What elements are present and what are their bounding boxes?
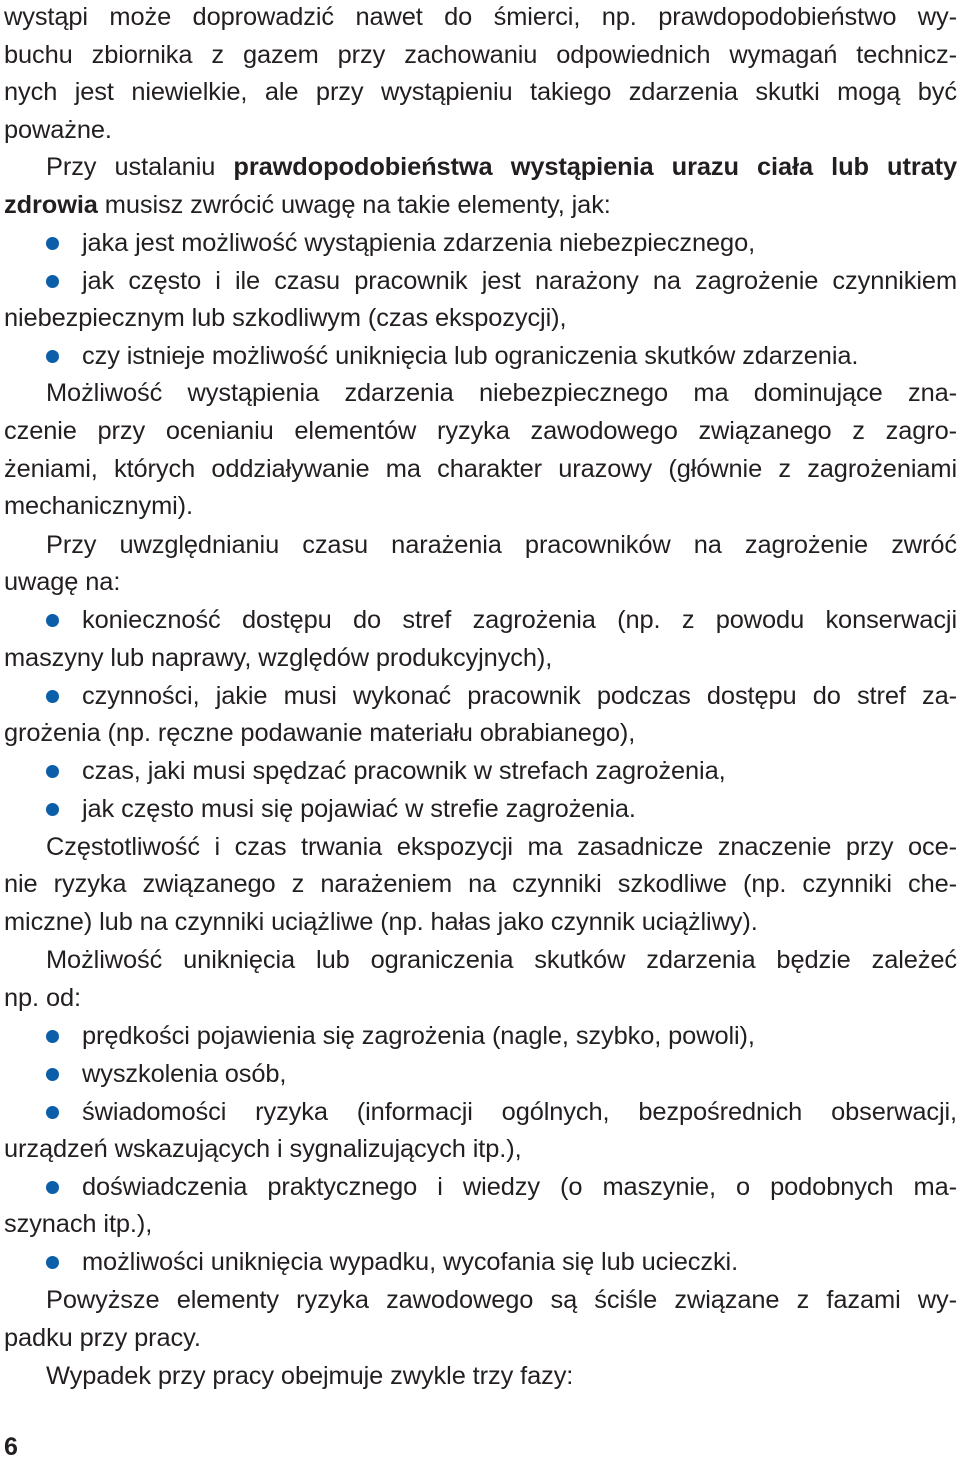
list-item-text: prędkości pojawienia się zagrożenia (nagle, szybko, powoli),: [82, 1022, 755, 1050]
text-line: szynach itp.),: [4, 1210, 153, 1238]
text-run: Przy ustalaniu: [46, 153, 234, 181]
list-item-text: jak często i ile czasu pracownik jest narażony na zagrożenie czynnikiem: [82, 267, 957, 295]
text-line: czenie przy ocenianiu elementów ryzyka zawodowego związanego z zagro-: [4, 417, 957, 445]
list-item: [4, 1093, 957, 1131]
list-item: [4, 1017, 755, 1055]
list-item-text: jaka jest możliwość wystąpienia zdarzenia niebezpiecznego,: [82, 229, 756, 257]
bullet-dot-icon: [46, 1030, 59, 1043]
bullet-dot-icon: [46, 765, 59, 778]
text-line: Częstotliwość i czas trwania ekspozycji ma zasadnicze znaczenie przy oce-: [46, 833, 957, 861]
list-item-text: jak często musi się pojawiać w strefie zagrożenia.: [82, 795, 636, 823]
list-item-text: konieczność dostępu do stref zagrożenia (np. z powodu konserwacji: [82, 606, 957, 634]
text-line: maszyny lub naprawy, względów produkcyjnych),: [4, 644, 553, 672]
bullet-dot-icon: [46, 1068, 59, 1081]
text-line: nie ryzyka związanego z narażeniem na czynniki szkodliwe (np. czynniki che-: [4, 870, 957, 898]
text-line: buchu zbiornika z gazem przy zachowaniu odpowiednich wymagań technicz-: [4, 41, 957, 69]
bullet-dot-icon: [46, 803, 59, 816]
list-item-text: doświadczenia praktycznego i wiedzy (o maszynie, o podobnych ma-: [82, 1173, 957, 1201]
text-run: musisz zwrócić uwagę na takie elementy, jak:: [97, 191, 611, 219]
text-line: poważne.: [4, 116, 112, 144]
list-item: [4, 224, 755, 262]
bold-term: prawdopodobieństwa wystąpienia urazu ciała lub utraty: [233, 153, 957, 181]
bullet-dot-icon: [46, 614, 59, 627]
bullet-dot-icon: [46, 1181, 59, 1194]
text-line: Możliwość uniknięcia lub ograniczenia skutków zdarzenia będzie zależeć: [46, 946, 957, 974]
list-item-text: świadomości ryzyka (informacji ogólnych, bezpośrednich obserwacji,: [82, 1098, 957, 1126]
list-item: [4, 601, 957, 639]
text-line: nych jest niewielkie, ale przy wystąpieniu takiego zdarzenia skutki mogą być: [4, 78, 957, 106]
text-line: żeniami, których oddziaływanie ma charakter urazowy (głównie z zagrożeniami: [4, 455, 957, 483]
list-item: [4, 262, 957, 300]
text-line: uwagę na:: [4, 568, 121, 596]
list-item: [4, 1168, 957, 1206]
text-line: miczne) lub na czynniki uciążliwe (np. hałas jako czynnik uciążliwy).: [4, 908, 758, 936]
list-item-text: czy istnieje możliwość uniknięcia lub ograniczenia skutków zdarzenia.: [82, 342, 859, 370]
text-line: Powyższe elementy ryzyka zawodowego są ściśle związane z fazami wy-: [46, 1286, 957, 1314]
list-item: [4, 752, 726, 790]
bullet-dot-icon: [46, 275, 59, 288]
list-item: [4, 1055, 286, 1093]
list-item-text: możliwości uniknięcia wypadku, wycofania się lub ucieczki.: [82, 1248, 739, 1276]
bullet-dot-icon: [46, 237, 59, 250]
text-line: [4, 186, 611, 224]
list-item: [4, 790, 636, 828]
text-line: wystąpi może doprowadzić nawet do śmierci, np. prawdopodobieństwo wy-: [4, 3, 957, 31]
text-line: niebezpiecznym lub szkodliwym (czas ekspozycji),: [4, 304, 567, 332]
bullet-dot-icon: [46, 1106, 59, 1119]
text-line: mechanicznymi).: [4, 492, 193, 520]
text-line: [4, 148, 957, 186]
text-line: urządzeń wskazujących i sygnalizujących itp.),: [4, 1135, 522, 1163]
text-line: padku przy pracy.: [4, 1324, 201, 1352]
bullet-dot-icon: [46, 690, 59, 703]
list-item-text: czas, jaki musi spędzać pracownik w strefach zagrożenia,: [82, 757, 726, 785]
bullet-dot-icon: [46, 350, 59, 363]
text-line: grożenia (np. ręczne podawanie materiału obrabianego),: [4, 719, 636, 747]
text-line: Możliwość wystąpienia zdarzenia niebezpiecznego ma dominujące zna-: [46, 379, 957, 407]
bullet-dot-icon: [46, 1256, 59, 1269]
list-item-text: wyszkolenia osób,: [82, 1060, 287, 1088]
list-item: [4, 677, 957, 715]
bold-term: zdrowia: [4, 191, 98, 219]
list-item-text: czynności, jakie musi wykonać pracownik podczas dostępu do stref za-: [82, 682, 957, 710]
text-line: Wypadek przy pracy obejmuje zwykle trzy fazy:: [46, 1362, 574, 1390]
list-item: [4, 337, 858, 375]
text-line: Przy uwzględnianiu czasu narażenia pracowników na zagrożenie zwróć: [46, 531, 957, 559]
list-item: [4, 1243, 738, 1281]
text-line: np. od:: [4, 984, 81, 1012]
page-number: 6: [4, 1433, 18, 1461]
